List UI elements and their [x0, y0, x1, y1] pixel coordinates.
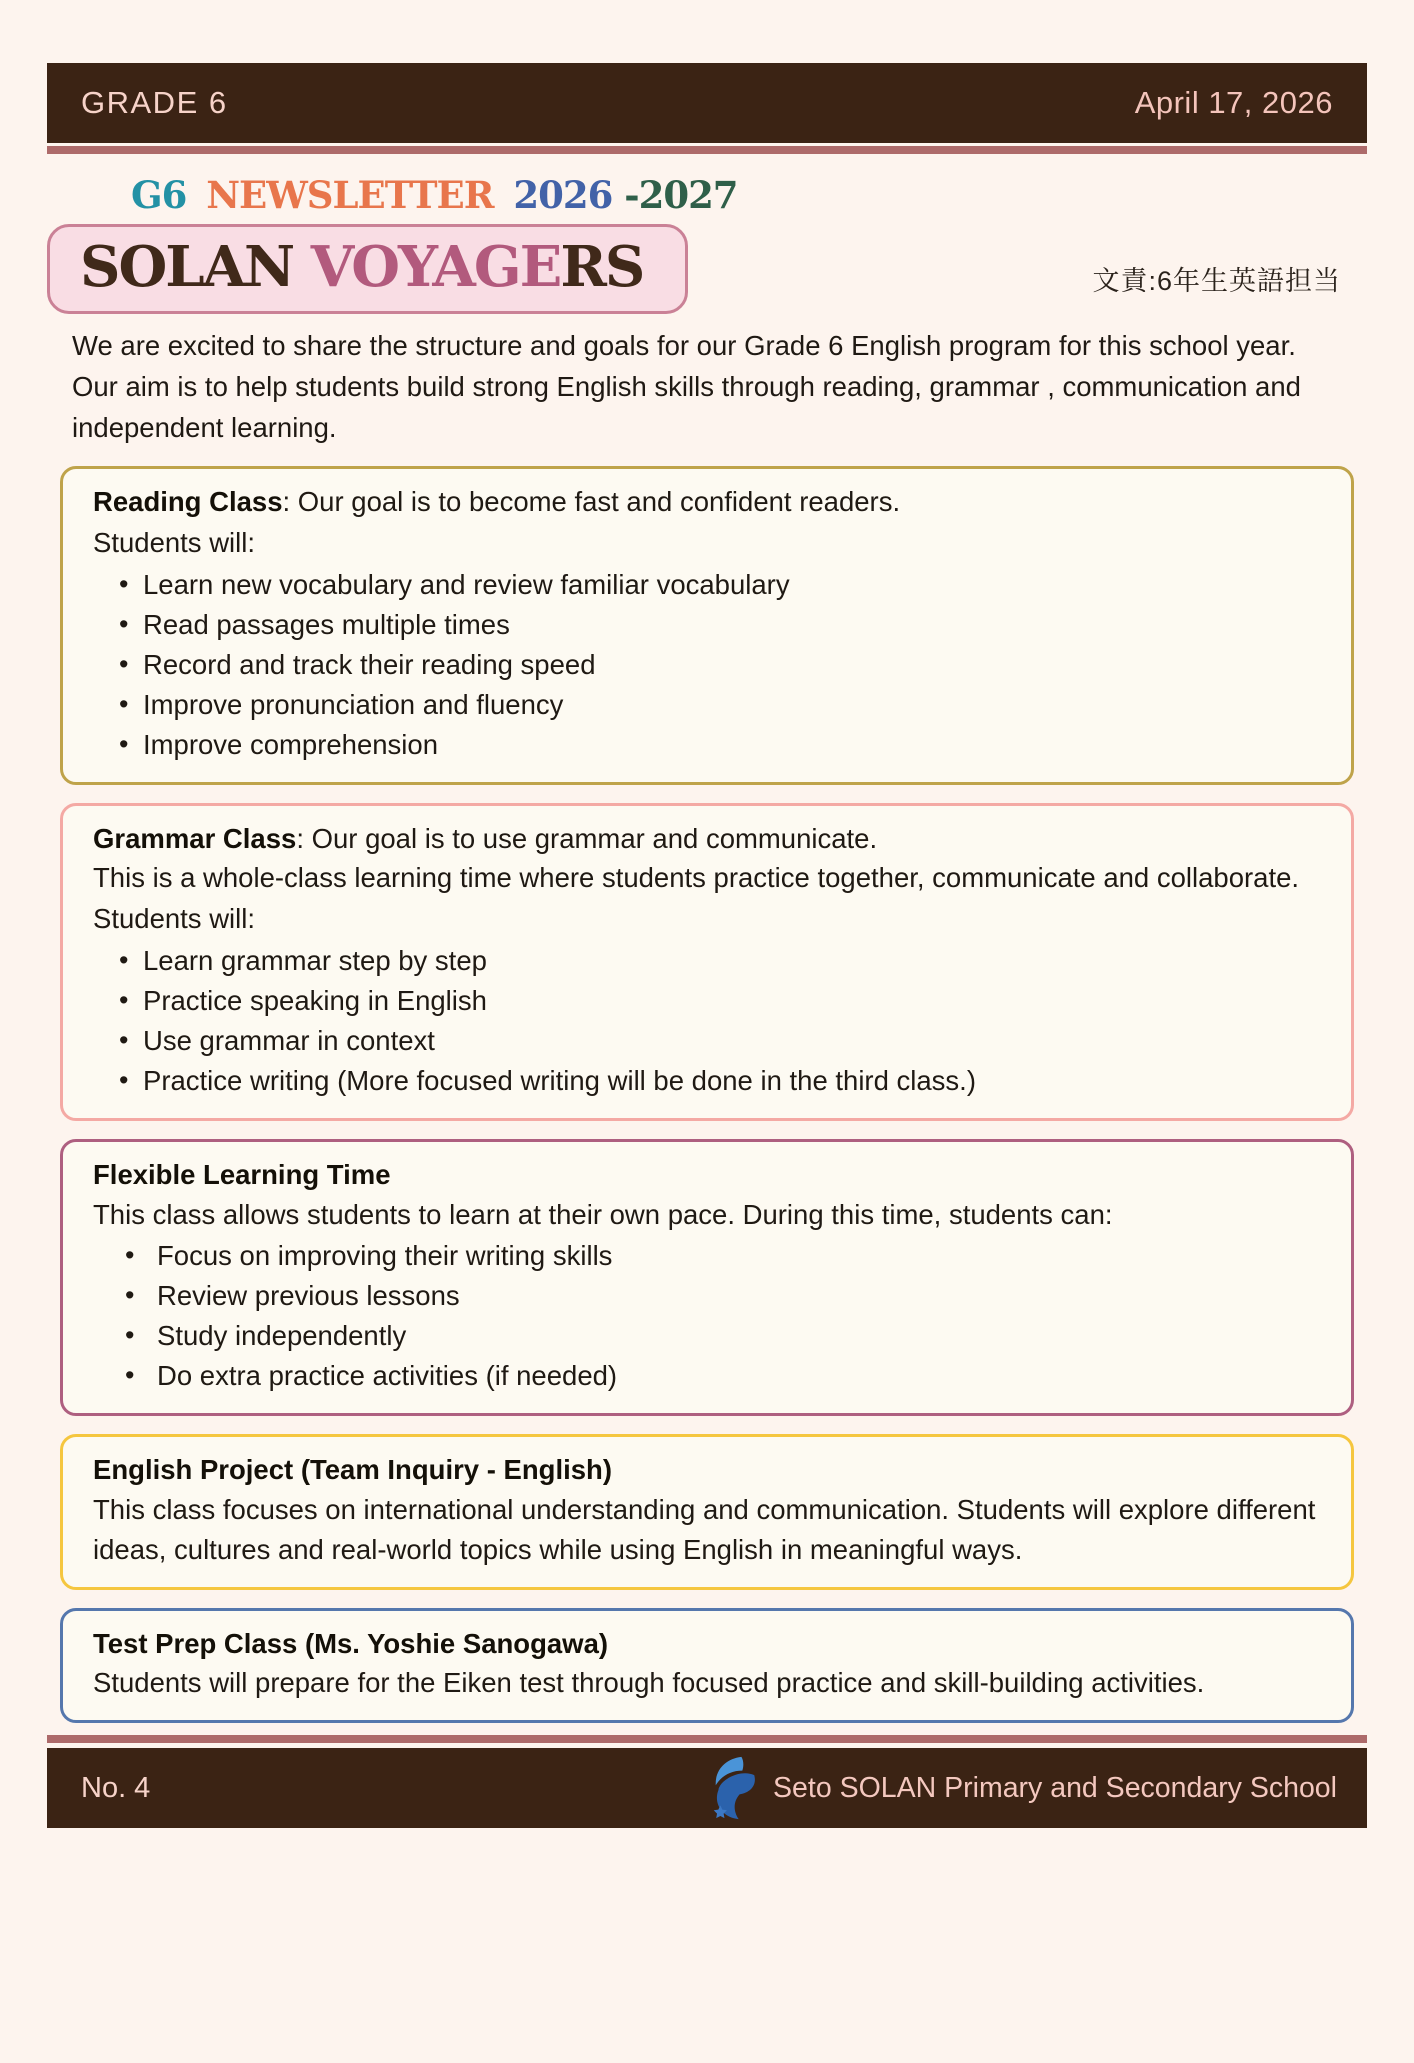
masthead [47, 172, 1367, 314]
bullet-item: • Do extra practice activities (if needed) [125, 1356, 1321, 1396]
section-heading-line [93, 819, 1321, 859]
section-lead: Students will: [93, 527, 256, 559]
bullet-item: • Review previous lessons [125, 1276, 1321, 1316]
section-heading-rest: : Our goal is to become fast and confident readers. [282, 486, 901, 518]
title-part-rs: RS [560, 234, 644, 300]
footer-bar [47, 1748, 1367, 1828]
bullet-item: • Improve comprehension [119, 725, 1321, 765]
issue-date: April 17, 2026 [1134, 85, 1333, 120]
bullet-item: • Practice speaking in English [119, 981, 1321, 1021]
bullet-item: • Practice writing (More focused writing will be done in the third class.) [119, 1061, 1321, 1101]
newsletter-year-end: -2027 [624, 173, 738, 217]
newsletter-word: NEWSLETTER [206, 173, 494, 217]
bullet-list [93, 1236, 1321, 1396]
issue-number: No. 4 [81, 1771, 151, 1804]
section-reading-class [60, 466, 1354, 784]
title-part-voyage: VOYAGE [310, 234, 561, 300]
bullet-item: • Record and track their reading speed [119, 645, 1321, 685]
byline: 文責:6年生英語担当 [1092, 266, 1341, 297]
bullet-item: • Improve pronunciation and fluency [119, 685, 1321, 725]
section-heading-line [93, 1450, 1321, 1490]
bullet-list [93, 565, 1321, 764]
section-heading: English Project (Team Inquiry - English) [93, 1453, 612, 1485]
bullet-item: • Learn grammar step by step [119, 941, 1321, 981]
section-heading-line [93, 1624, 1321, 1664]
newsletter-g6: G6 [131, 173, 187, 217]
page-title [80, 235, 643, 299]
bullet-item: • Study independently [125, 1316, 1321, 1356]
school-logo-icon [707, 1755, 763, 1821]
bullet-item: • Use grammar in context [119, 1021, 1321, 1061]
section-heading: Reading Class [93, 486, 283, 518]
section-body: This class focuses on international understanding and communication. Students will explore different ideas, cultures and real-world topics while using English in meaningful ways. [93, 1493, 1316, 1565]
school-name: Seto SOLAN Primary and Secondary School [773, 1771, 1337, 1804]
section-test-prep [60, 1608, 1354, 1724]
header-divider [47, 146, 1367, 154]
footer-divider [47, 1735, 1367, 1743]
footer-school-group [707, 1755, 1337, 1821]
bullet-item: • Focus on improving their writing skills [125, 1236, 1321, 1276]
section-body: Students will prepare for the Eiken test through focused practice and skill-building activities. [93, 1667, 1205, 1699]
intro-paragraph: We are excited to share the structure and goals for our Grade 6 English program for this school year. Our aim is to help students build strong English skills through reading, grammar , communication and independent learning. [72, 330, 1301, 443]
section-body: This is a whole-class learning time where students practice together, communicate and collaborate. [93, 862, 1300, 894]
bullet-item: • Read passages multiple times [119, 605, 1321, 645]
title-box [47, 224, 688, 314]
grade-label: GRADE 6 [81, 85, 228, 120]
section-heading: Test Prep Class (Ms. Yoshie Sanogawa) [93, 1627, 609, 1659]
title-part-solan: SOLAN [80, 234, 311, 300]
section-heading-line [93, 482, 1321, 522]
bullet-list [93, 941, 1321, 1101]
section-flexible-learning [60, 1139, 1354, 1416]
section-grammar-class [60, 803, 1354, 1121]
section-english-project [60, 1434, 1354, 1590]
section-heading: Flexible Learning Time [93, 1158, 391, 1190]
section-heading-rest: : Our goal is to use grammar and communicate. [296, 822, 878, 854]
newsletter-year-start: 2026 [513, 173, 613, 217]
section-heading: Grammar Class [93, 822, 297, 854]
section-body: This class allows students to learn at their own pace. During this time, students can: [93, 1198, 1113, 1230]
section-lead: Students will: [93, 903, 256, 935]
bullet-item: • Learn new vocabulary and review familiar vocabulary [119, 565, 1321, 605]
header-bar [47, 63, 1367, 143]
section-heading-line [93, 1155, 1321, 1195]
newsletter-line [131, 172, 1367, 218]
